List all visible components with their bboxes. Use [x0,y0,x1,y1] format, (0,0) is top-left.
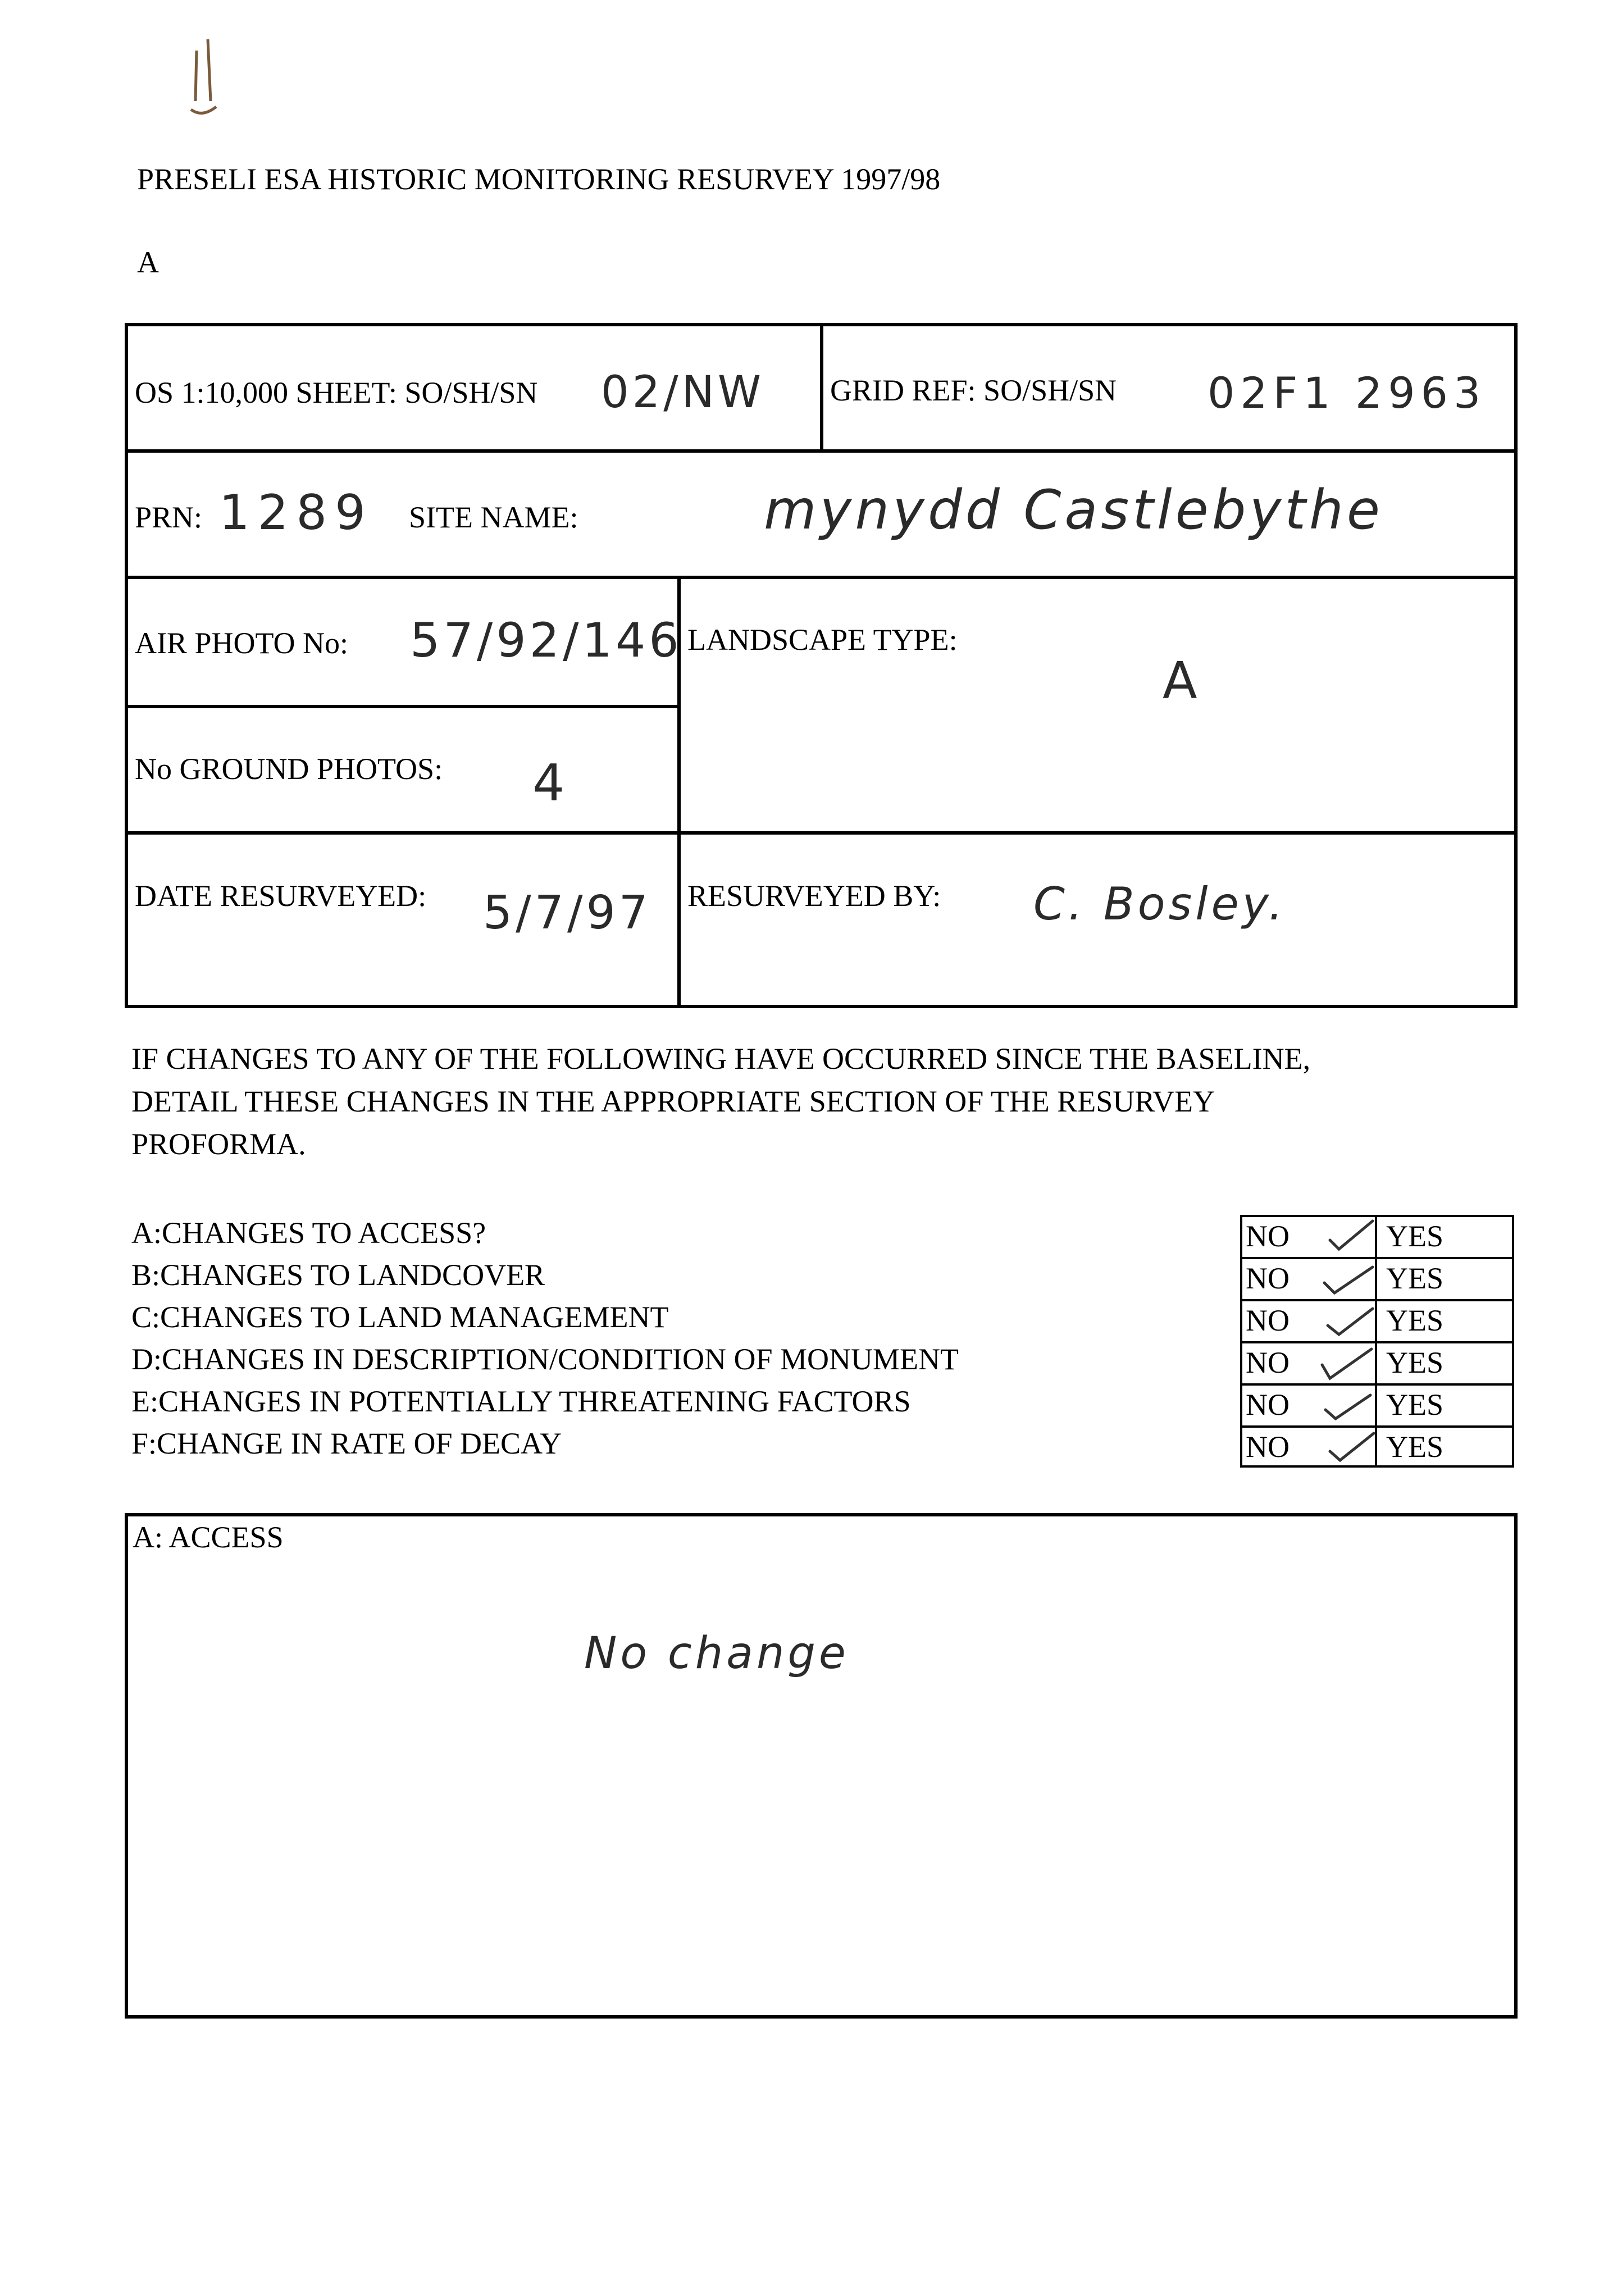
resurveyed-by-value: C. Bosley. [1033,878,1287,930]
landscape-type-value: A [1163,652,1201,710]
answer-d-no[interactable]: NO [1246,1346,1290,1379]
date-resurveyed-label: DATE RESURVEYED: [135,879,427,913]
ground-photos-label: No GROUND PHOTOS: [135,752,443,786]
question-f-label: F:CHANGE IN RATE OF DECAY [131,1427,562,1460]
question-e-label: E:CHANGES IN POTENTIALLY THREATENING FACTORS [131,1384,911,1418]
row-divider [125,576,1518,579]
os-sheet-label: OS 1:10,000 SHEET: SO/SH/SN [135,376,538,409]
check-mark-icon [1325,1429,1376,1466]
ink-mark [168,17,247,118]
answer-a-no[interactable]: NO [1246,1219,1290,1253]
prn-label: PRN: [135,500,203,534]
access-section-note[interactable]: No change [584,1628,849,1679]
answer-grid-rule [1240,1383,1514,1386]
question-b-label: B:CHANGES TO LANDCOVER [131,1258,545,1292]
row-divider [125,705,681,708]
answer-grid-rule [1240,1257,1514,1259]
resurveyed-by-label: RESURVEYED BY: [687,879,941,913]
instruction-line-2: DETAIL THESE CHANGES IN THE APPROPRIATE SECTION OF THE RESURVEY [131,1085,1215,1118]
access-section-box [125,1513,1518,2019]
answer-grid-rule [1240,1299,1514,1301]
form-title: PRESELI ESA HISTORIC MONITORING RESURVEY 1997/98 [137,162,941,196]
answer-b-yes[interactable]: YES [1386,1261,1444,1295]
landscape-letter: A [137,245,159,279]
check-mark-icon [1320,1261,1376,1299]
answer-f-no[interactable]: NO [1246,1430,1290,1464]
date-resurveyed-value: 5/7/97 [483,886,651,940]
question-a-label: A:CHANGES TO ACCESS? [131,1216,486,1250]
check-mark-icon [1321,1387,1373,1424]
prn-value: 1289 [219,485,373,541]
check-mark-icon [1325,1218,1376,1257]
os-sheet-value: 02/NW [601,367,765,418]
answer-b-no[interactable]: NO [1246,1261,1290,1295]
answer-c-yes[interactable]: YES [1386,1304,1444,1337]
row-divider [125,831,1518,835]
answer-e-yes[interactable]: YES [1386,1388,1444,1422]
instruction-line-1: IF CHANGES TO ANY OF THE FOLLOWING HAVE OCCURRED SINCE THE BASELINE, [131,1042,1311,1076]
check-mark-icon [1323,1303,1375,1340]
ground-photos-value: 4 [532,754,568,813]
air-photo-label: AIR PHOTO No: [135,626,349,660]
answer-e-no[interactable]: NO [1246,1388,1290,1422]
question-c-label: C:CHANGES TO LAND MANAGEMENT [131,1300,669,1334]
answer-c-no[interactable]: NO [1246,1304,1290,1337]
access-section-label: A: ACCESS [133,1520,284,1554]
question-d-label: D:CHANGES IN DESCRIPTION/CONDITION OF MONUMENT [131,1342,959,1376]
answer-d-yes[interactable]: YES [1386,1346,1444,1379]
site-name-label: SITE NAME: [409,500,578,534]
site-name-value: mynydd Castlebythe [764,479,1383,541]
answer-grid-rule [1240,1425,1514,1428]
landscape-type-label: LANDSCAPE TYPE: [687,623,958,657]
answer-f-yes[interactable]: YES [1386,1430,1444,1464]
answer-a-yes[interactable]: YES [1386,1219,1444,1253]
air-photo-value: 57/92/146 [410,613,682,668]
grid-ref-label: GRID REF: SO/SH/SN [830,373,1117,407]
answer-grid-rule [1240,1341,1514,1343]
instruction-line-3: PROFORMA. [131,1127,306,1161]
grid-ref-value: 02F1 2963 [1208,368,1487,418]
col-divider [820,323,823,452]
check-mark-icon [1318,1345,1374,1384]
